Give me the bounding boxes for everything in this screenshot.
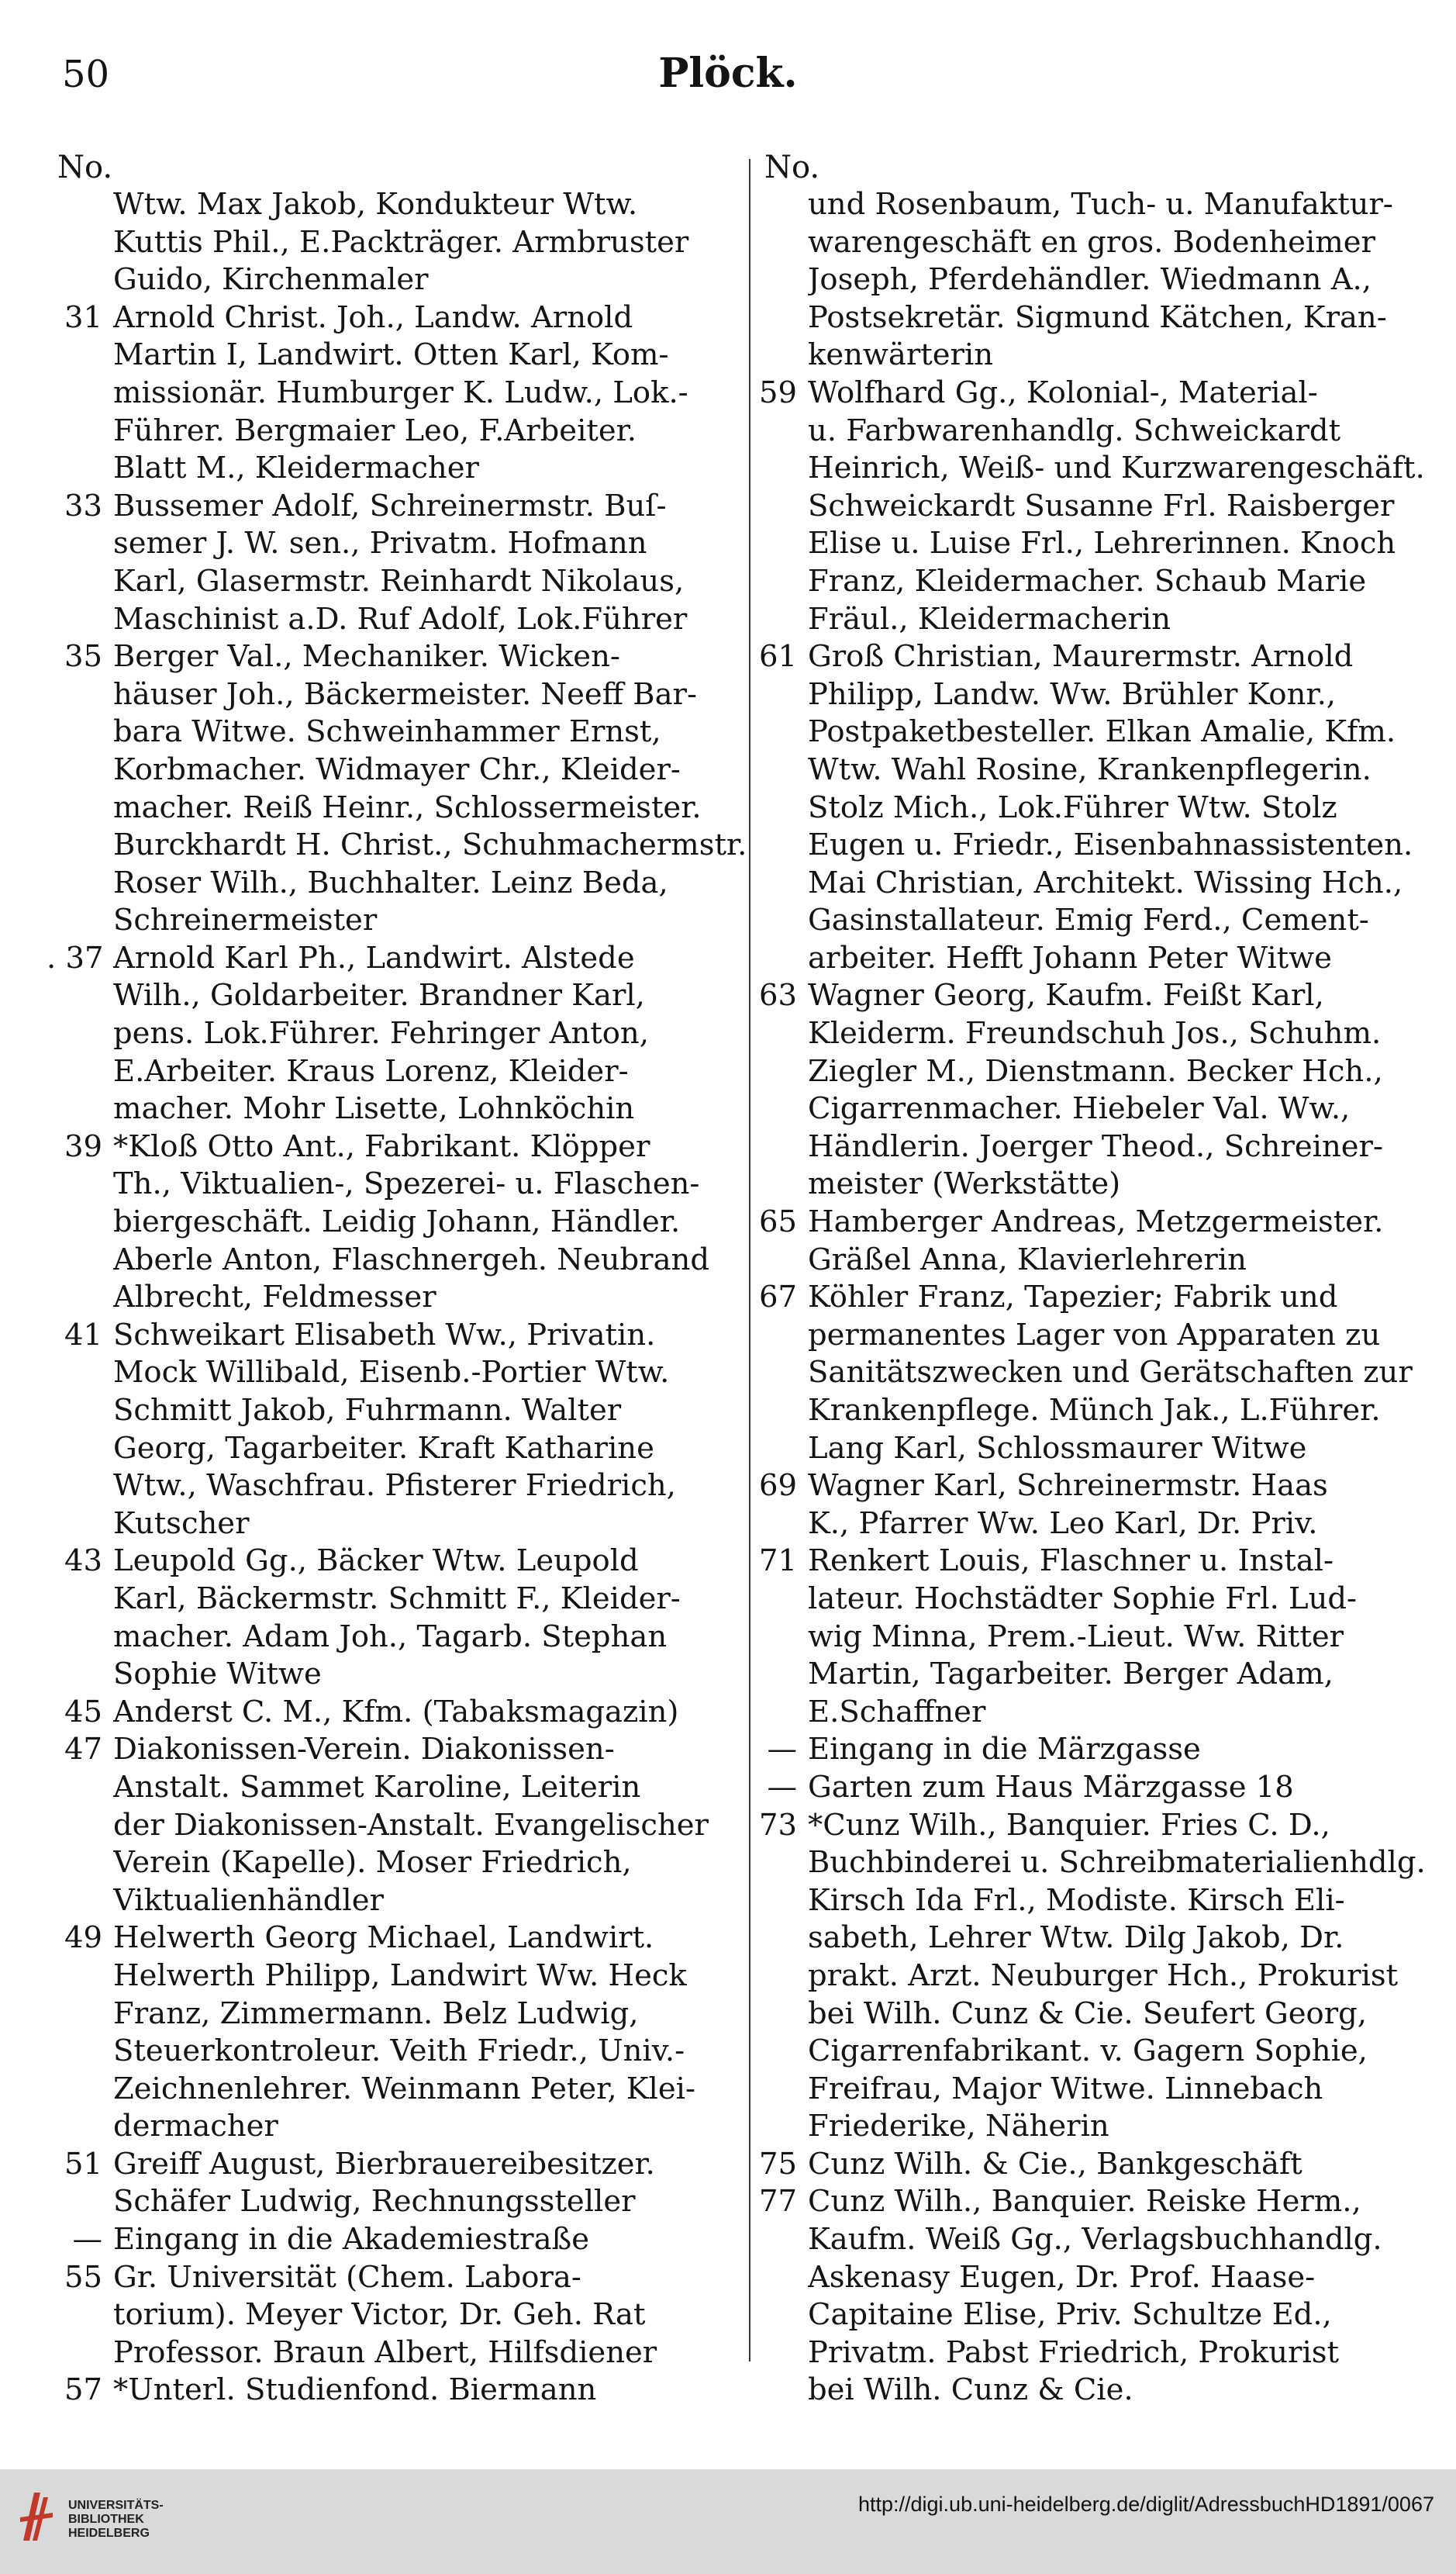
resident-list (808, 375, 1436, 638)
entry-line: permanentes Lager von Apparaten zu (808, 1317, 1381, 1353)
entry-line: Heinrich, Weiß- und Kurzwarengeschäft. (808, 451, 1425, 486)
entry-line: Sophie Witwe (113, 1657, 322, 1692)
entry-line: Kaufm. Weiß Gg., Verlagsbuchhandlg. (808, 2222, 1382, 2258)
entry-line: *Cunz Wilh., Banquier. Fries C. D., (808, 1807, 1330, 1843)
house-number: 63 (759, 978, 797, 1014)
address-entry (47, 940, 752, 1128)
entry-line: *Unterl. Studienfond. Biermann (113, 2372, 597, 2408)
entry-line: macher. Mohr Lisette, Lohnköchin (113, 1091, 635, 1127)
entry-line: u. Farbwarenhandlg. Schweickardt (808, 413, 1341, 448)
entry-line: Führer. Bergmaier Leo, F.Arbeiter. (113, 413, 637, 448)
entry-line: Viktualienhändler (113, 1882, 384, 1918)
entry-line: Krankenpflege. Münch Jak., L.Führer. (808, 1393, 1381, 1428)
house-number: 59 (759, 375, 797, 410)
entry-line: Eugen u. Friedr., Eisenbahnassistenten. (808, 827, 1413, 863)
resident-list (113, 2221, 752, 2259)
entry-line: Groß Christian, Maurermstr. Arnold (808, 639, 1354, 675)
entry-line: Lang Karl, Schlossmaurer Witwe (808, 1430, 1307, 1466)
resident-list (113, 1128, 752, 1317)
house-number: 55 (64, 2259, 102, 2295)
house-number: 65 (759, 1204, 797, 1240)
entry-line: Kuttis Phil., E.Packträger. Armbruster (113, 224, 689, 260)
entry-line: Kleiderm. Freundschuh Jos., Schuhm. (808, 1016, 1382, 1052)
entry-line: Aberle Anton, Flaschnergeh. Neubrand (113, 1242, 709, 1277)
entry-line: kenwärterin (808, 337, 993, 373)
entry-line: lateur. Hochstädter Sophie Frl. Lud- (808, 1581, 1358, 1616)
entry-line: häuser Joh., Bäckermeister. Neeff Bar- (113, 676, 697, 712)
house-number (754, 186, 808, 375)
address-entry (47, 488, 752, 638)
house-number: 61 (759, 639, 797, 675)
entry-line: dermacher (113, 2109, 278, 2144)
entry-line: Steuerkontroleur. Veith Friedr., Univ.- (113, 2033, 685, 2069)
entry-line: Bussemer Adolf, Schreinermstr. Buſ- (113, 488, 667, 523)
entry-line: meister (Werkstätte) (808, 1166, 1121, 1202)
entry-line: Berger Val., Mechaniker. Wicken- (113, 639, 620, 675)
entry-line: Blatt M., Kleidermacher (113, 451, 479, 486)
entry-line: missionär. Humburger K. Ludw., Lok.- (113, 375, 688, 410)
entry-line: bei Wilh. Cunz & Cie. (808, 2372, 1133, 2408)
entry-line: Franz, Zimmermann. Belz Ludwig, (113, 1995, 639, 2031)
house-number: 75 (759, 2146, 797, 2182)
resident-list (113, 2146, 752, 2221)
house-number: 33 (64, 488, 102, 523)
entry-line: arbeiter. Hefft Johann Peter Witwe (808, 940, 1332, 976)
house-number: 69 (759, 1468, 797, 1504)
entry-line: Friederike, Näherin (808, 2109, 1109, 2144)
address-entry (754, 1543, 1436, 1731)
entry-line: warengeschäft en gros. Bodenheimer (808, 224, 1375, 260)
resident-list (113, 2372, 752, 2410)
house-number: 47 (64, 1732, 102, 1767)
entry-line: Th., Viktualien-, Spezerei- u. Flaschen- (113, 1166, 700, 1202)
entry-line: prakt. Arzt. Neuburger Hch., Prokurist (808, 1957, 1399, 1993)
house-number: 43 (64, 1543, 102, 1579)
entry-line: Schweikart Elisabeth Ww., Privatin. (113, 1317, 656, 1353)
entry-line: Kutscher (113, 1505, 250, 1541)
entry-line: Wtw. Max Jakob, Kondukteur Wtw. (113, 187, 638, 222)
entry-list (47, 186, 752, 2410)
entry-line: Stolz Mich., Lok.Führer Wtw. Stolz (808, 789, 1337, 825)
entry-line: Wilh., Goldarbeiter. Brandner Karl, (113, 978, 645, 1014)
entry-line: biergeschäft. Leidig Johann, Händler. (113, 1204, 681, 1240)
entry-line: Wtw., Waschfrau. Pfisterer Friedrich, (113, 1468, 676, 1504)
resident-list (808, 1807, 1436, 2146)
entry-line: Hamberger Andreas, Metzgermeister. (808, 1204, 1384, 1240)
entry-line: Diakonissen-Verein. Diakonissen- (113, 1732, 615, 1767)
resident-list (113, 299, 752, 488)
entry-line: Anderst C. M., Kfm. (Tabaksmagazin) (113, 1694, 679, 1729)
address-entry (754, 1467, 1436, 1543)
entry-line: Verein (Kapelle). Moser Friedrich, (113, 1845, 632, 1881)
entry-line: Leupold Gg., Bäcker Wtw. Leupold (113, 1543, 639, 1579)
address-entry (47, 2146, 752, 2221)
house-number: 77 (759, 2184, 797, 2220)
house-number: 31 (64, 299, 102, 335)
entry-line: Professor. Braun Albert, Hilfsdiener (113, 2334, 657, 2370)
entry-line: Sanitätszwecken und Gerätschaften zur (808, 1355, 1413, 1391)
entry-line: Eingang in die Akademiestraße (113, 2222, 590, 2258)
address-entry (754, 375, 1436, 638)
entry-line: Roser Wilh., Buchhalter. Leinz Beda, (113, 865, 668, 900)
entry-line: Karl, Bäckermstr. Schmitt F., Kleider- (113, 1581, 681, 1616)
resident-list (113, 1317, 752, 1543)
house-number: 71 (759, 1543, 797, 1579)
address-entry (754, 1204, 1436, 1279)
running-head: Plöck. (658, 50, 798, 97)
entry-line: Elise u. Luise Frl., Lehrerinnen. Knoch (808, 526, 1396, 561)
entry-line: Cunz Wilh., Banquier. Reiske Herm., (808, 2184, 1361, 2220)
entry-line: Renkert Louis, Flaschner u. Instal- (808, 1543, 1334, 1579)
entry-line: Zeichnenlehrer. Weinmann Peter, Klei- (113, 2071, 695, 2106)
resident-list (113, 1731, 752, 1919)
column-divider (749, 159, 750, 2362)
house-number: 39 (64, 1128, 102, 1164)
entry-line: Köhler Franz, Tapezier; Fabrik und (808, 1280, 1338, 1315)
entry-line: Karl, Glasermstr. Reinhardt Nikolaus, (113, 563, 685, 599)
entry-line: E.Arbeiter. Kraus Lorenz, Kleider- (113, 1053, 629, 1089)
house-number: — (767, 1769, 797, 1805)
resident-list (113, 2259, 752, 2372)
address-entry (754, 1769, 1436, 1807)
house-number: 49 (64, 1920, 102, 1956)
entry-line: Maschinist a.D. Ruf Adolf, Lok.Führer (113, 601, 688, 637)
address-entry (754, 1731, 1436, 1769)
house-number: — (767, 1732, 797, 1767)
address-entry (47, 1543, 752, 1693)
address-entry (47, 1128, 752, 1317)
entry-line: Gasinstallateur. Emig Ferd., Cement- (808, 903, 1369, 938)
entry-line: Wolfhard Gg., Kolonial-, Material- (808, 375, 1318, 410)
library-logo-icon (17, 2486, 56, 2547)
entry-line: Askenasy Eugen, Dr. Prof. Haase- (808, 2259, 1316, 2295)
entry-line: Mock Willibald, Eisenb.-Portier Wtw. (113, 1355, 670, 1391)
resident-list (808, 1769, 1436, 1807)
entry-line: *Kloß Otto Ant., Fabrikant. Klöpper (113, 1128, 650, 1164)
address-entry (47, 1694, 752, 1732)
entry-line: Schweickardt Susanne Frl. Raisberger (808, 488, 1395, 523)
house-number: 73 (759, 1807, 797, 1843)
address-entry (47, 2221, 752, 2259)
address-entry (47, 2259, 752, 2372)
address-entry (754, 186, 1436, 375)
column-no-label: No. (57, 150, 113, 185)
entry-line: Gr. Universität (Chem. Labora- (113, 2259, 581, 2295)
entry-line: Buchbinderei u. Schreibmaterialienhdlg. (808, 1845, 1426, 1881)
address-entry (754, 1807, 1436, 2146)
entry-line: Kirsch Ida Frl., Modiste. Kirsch Eli- (808, 1882, 1345, 1918)
entry-line: Fräul., Kleidermacherin (808, 601, 1171, 637)
entry-line: Martin I, Landwirt. Otten Karl, Kom- (113, 337, 669, 373)
entry-line: pens. Lok.Führer. Fehringer Anton, (113, 1016, 649, 1052)
entry-line: Mai Christian, Architekt. Wissing Hch., (808, 865, 1403, 900)
resident-list (113, 1694, 752, 1732)
entry-list (754, 186, 1436, 2410)
entry-line: macher. Reiß Heinr., Schlossermeister. (113, 789, 702, 825)
entry-line: Albrecht, Feldmesser (113, 1280, 436, 1315)
library-logo-text: UNIVERSITÄTS- BIBLIOTHEK HEIDELBERG (68, 2499, 164, 2540)
entry-line: Schmitt Jakob, Fuhrmann. Walter (113, 1393, 622, 1428)
address-entry (754, 1279, 1436, 1467)
resident-list (113, 1919, 752, 2146)
address-entry (47, 638, 752, 940)
address-entry (47, 299, 752, 488)
entry-line: Freifrau, Major Witwe. Linnebach (808, 2071, 1323, 2106)
resident-list (808, 977, 1436, 1204)
resident-list (808, 1204, 1436, 1279)
entry-line: Postsekretär. Sigmund Kätchen, Kran- (808, 299, 1387, 335)
entry-line: bara Witwe. Schweinhammer Ernst, (113, 714, 661, 750)
address-entry (754, 2183, 1436, 2410)
entry-line: Händlerin. Joerger Theod., Schreiner- (808, 1128, 1383, 1164)
left-column (47, 149, 752, 2410)
entry-line: Capitaine Elise, Priv. Schultze Ed., (808, 2297, 1332, 2333)
entry-line: Schäfer Ludwig, Rechnungssteller (113, 2184, 636, 2220)
resident-list (113, 940, 752, 1128)
entry-line: Korbmacher. Widmayer Chr., Kleider- (113, 751, 681, 787)
entry-line: Cigarrenfabrikant. v. Gagern Sophie, (808, 2033, 1368, 2069)
resident-list (113, 488, 752, 638)
resident-list (808, 2146, 1436, 2184)
address-entry (754, 638, 1436, 977)
address-entry (754, 2146, 1436, 2184)
resident-list (808, 2183, 1436, 2410)
resident-list (113, 638, 752, 940)
entry-line: Wagner Georg, Kaufm. Feißt Karl, (808, 978, 1324, 1014)
entry-line: Ziegler M., Dienstmann. Becker Hch., (808, 1053, 1383, 1089)
entry-line: Greiff August, Bierbrauereibesitzer. (113, 2146, 655, 2182)
address-entry (47, 1919, 752, 2146)
entry-line: Helwerth Philipp, Landwirt Ww. Heck (113, 1957, 687, 1993)
source-url-link[interactable]: http://digi.ub.uni-heidelberg.de/diglit/AdressbuchHD1891/0067 (857, 2493, 1434, 2516)
entry-line: Arnold Karl Ph., Landwirt. Alstede (113, 940, 635, 976)
entry-line: Helwerth Georg Michael, Landwirt. (113, 1920, 654, 1956)
house-number: 35 (64, 639, 102, 675)
entry-line: der Diakonissen-Anstalt. Evangelischer (113, 1807, 709, 1843)
entry-line: Schreinermeister (113, 903, 378, 938)
house-number: 41 (64, 1317, 102, 1353)
entry-line: E.Schaffner (808, 1694, 986, 1729)
house-number: — (72, 2222, 102, 2258)
address-entry (754, 977, 1436, 1204)
entry-line: K., Pfarrer Ww. Leo Karl, Dr. Priv. (808, 1505, 1318, 1541)
address-entry (47, 1731, 752, 1919)
house-number: 67 (759, 1280, 797, 1315)
address-entry (47, 186, 752, 299)
entry-line: wig Minna, Prem.-Lieut. Ww. Ritter (808, 1619, 1344, 1654)
entry-line: Georg, Tagarbeiter. Kraft Katharine (113, 1430, 654, 1466)
house-number: 45 (64, 1694, 102, 1729)
address-entry (47, 1317, 752, 1543)
entry-line: Burckhardt H. Christ., Schuhmachermstr. (113, 827, 747, 863)
column-no-label: No. (764, 150, 820, 185)
page-number: 50 (62, 53, 110, 96)
entry-line: Wagner Karl, Schreinermstr. Haas (808, 1468, 1328, 1504)
address-entry (47, 2372, 752, 2410)
resident-list (113, 1543, 752, 1693)
entry-line: Philipp, Landw. Ww. Brühler Konr., (808, 676, 1337, 712)
entry-line: macher. Adam Joh., Tagarb. Stephan (113, 1619, 668, 1654)
resident-list (808, 1279, 1436, 1467)
entry-line: Guido, Kirchenmaler (113, 262, 429, 298)
entry-line: sabeth, Lehrer Wtw. Dilg Jakob, Dr. (808, 1920, 1344, 1956)
entry-line: Franz, Kleidermacher. Schaub Marie (808, 563, 1367, 599)
entry-line: torium). Meyer Victor, Dr. Geh. Rat (113, 2297, 646, 2333)
entry-line: und Rosenbaum, Tuch- u. Manufaktur- (808, 187, 1393, 222)
entry-line: semer J. W. sen., Privatm. Hofmann (113, 526, 647, 561)
entry-line: Privatm. Pabst Friedrich, Prokurist (808, 2334, 1339, 2370)
resident-list (808, 186, 1436, 375)
house-number: 57 (64, 2372, 102, 2408)
resident-list (808, 1543, 1436, 1731)
entry-line: Cigarrenmacher. Hiebeler Val. Ww., (808, 1091, 1351, 1127)
entry-line: Arnold Christ. Joh., Landw. Arnold (113, 299, 633, 335)
entry-line: Garten zum Haus Märzgasse 18 (808, 1769, 1294, 1805)
entry-line: Martin, Tagarbeiter. Berger Adam, (808, 1657, 1334, 1692)
footer-bar (0, 2469, 1456, 2574)
right-column (754, 149, 1436, 2410)
entry-line: Anstalt. Sammet Karoline, Leiterin (113, 1769, 641, 1805)
entry-line: Cunz Wilh. & Cie., Bankgeschäft (808, 2146, 1302, 2182)
house-number (47, 186, 113, 299)
entry-line: Gräßel Anna, Klavierlehrerin (808, 1242, 1247, 1277)
resident-list (113, 186, 752, 299)
entry-line: bei Wilh. Cunz & Cie. Seufert Georg, (808, 1995, 1367, 2031)
house-number: . 37 (47, 940, 104, 976)
resident-list (808, 1467, 1436, 1543)
entry-line: Postpaketbesteller. Elkan Amalie, Kfm. (808, 714, 1396, 750)
resident-list (808, 638, 1436, 977)
house-number: 51 (64, 2146, 102, 2182)
entry-line: Eingang in die Märzgasse (808, 1732, 1201, 1767)
entry-line: Wtw. Wahl Rosine, Krankenpflegerin. (808, 751, 1371, 787)
resident-list (808, 1731, 1436, 1769)
entry-line: Joseph, Pferdehändler. Wiedmann A., (808, 262, 1371, 298)
